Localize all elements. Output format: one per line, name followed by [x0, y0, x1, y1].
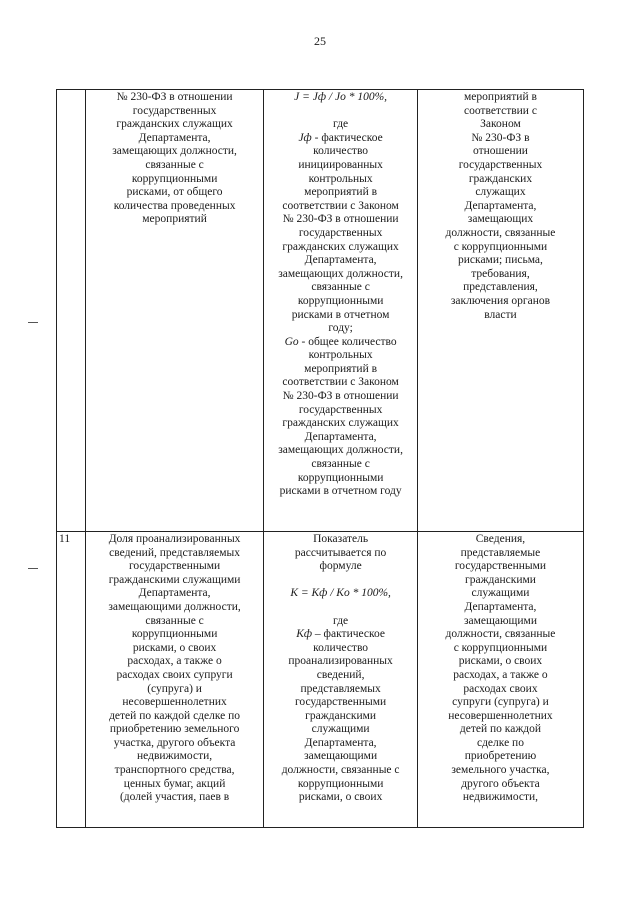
row-number-cell — [57, 90, 86, 532]
spacer — [266, 105, 415, 119]
variable-text: - фактическое количество инициированных контрольных мероприятий в соответствии с Законом № 230-ФЗ в отношении государственных гражданских служащих Департамента, замещающих должности, связанные с коррупционными рисками в отчетном году; — [278, 131, 403, 335]
data-source: мероприятий в соответствии с Законом № 230-ФЗ в отношении государственных гражданских служащих Департамента, замещающих должности, связанные с коррупционными рисками; письма, требования, представления, заключения органов власти — [445, 91, 556, 321]
formula: J = Jф / Jo * 100%, — [294, 91, 388, 103]
calculation-method-cell — [264, 531, 418, 827]
margin-mark — [28, 322, 38, 323]
formula: K = Kф / Ko * 100%, — [290, 587, 391, 600]
indicator-name-cell — [85, 531, 263, 827]
indicator-name-cell — [85, 90, 263, 532]
variable-definition — [278, 132, 403, 334]
method-intro: Показатель рассчитывается по формуле — [294, 532, 387, 573]
spacer — [266, 574, 415, 588]
where-label: где — [333, 614, 349, 627]
indicator-name: № 230-ФЗ в отношении государственных гражданских служащих Департамента, замещающих должности, связанные с коррупционными рисками, от общего количества проведенных мероприятий — [112, 91, 237, 226]
variable-text: - общее количество контрольных мероприятий в соответствии с Законом № 230-ФЗ в отношении государственных гражданских служащих Департамента, замещающих должности, связанные с коррупционными рисками в отчетном году — [278, 335, 403, 498]
row-number: 11 — [59, 532, 71, 545]
margin-mark — [28, 568, 38, 569]
variable-definition — [282, 628, 400, 803]
page-number: 25 — [314, 34, 326, 48]
data-source: Сведения, представляемые государственными гражданскими служащими Департамента, замещающими должности, связанные с коррупционными рисками, о своих расходах, а также о расходах своих супруги (супруга) и несовершеннолетних детей по каждой сделке по приобретению земельного участка, другого объекта недвижимости, — [445, 532, 556, 804]
data-source-cell — [417, 531, 583, 827]
variable-symbol: Jф — [298, 131, 312, 144]
spacer — [266, 601, 415, 615]
indicator-name: Доля проанализированных сведений, представляемых государственными гражданскими служащими Департамента, замещающими должности, связанные с коррупционными рисками, о своих расходах, а также о расходах своих супруги (супруга) и несовершеннолетних детей по каждой сделке по приобретению земельного участка, другого объекта недвижимости, транспортного средства, ценных бумаг, акций (долей участия, паев в — [108, 532, 241, 804]
variable-symbol: Kф — [296, 628, 313, 641]
variable-symbol: Go — [284, 335, 299, 348]
row-number-cell — [57, 531, 86, 827]
variable-definition — [266, 336, 415, 499]
table-row — [57, 531, 584, 827]
data-source-cell — [417, 90, 583, 532]
where-label: где — [333, 118, 349, 131]
table-row — [57, 90, 584, 532]
calculation-method-cell — [264, 90, 418, 532]
indicator-table — [56, 89, 584, 828]
variable-text: – фактическое количество проанализированных сведений, представляемых государственными гражданскими служащими Департамента, замещающими должности, связанные с коррупционными рисками, о своих — [281, 628, 400, 804]
